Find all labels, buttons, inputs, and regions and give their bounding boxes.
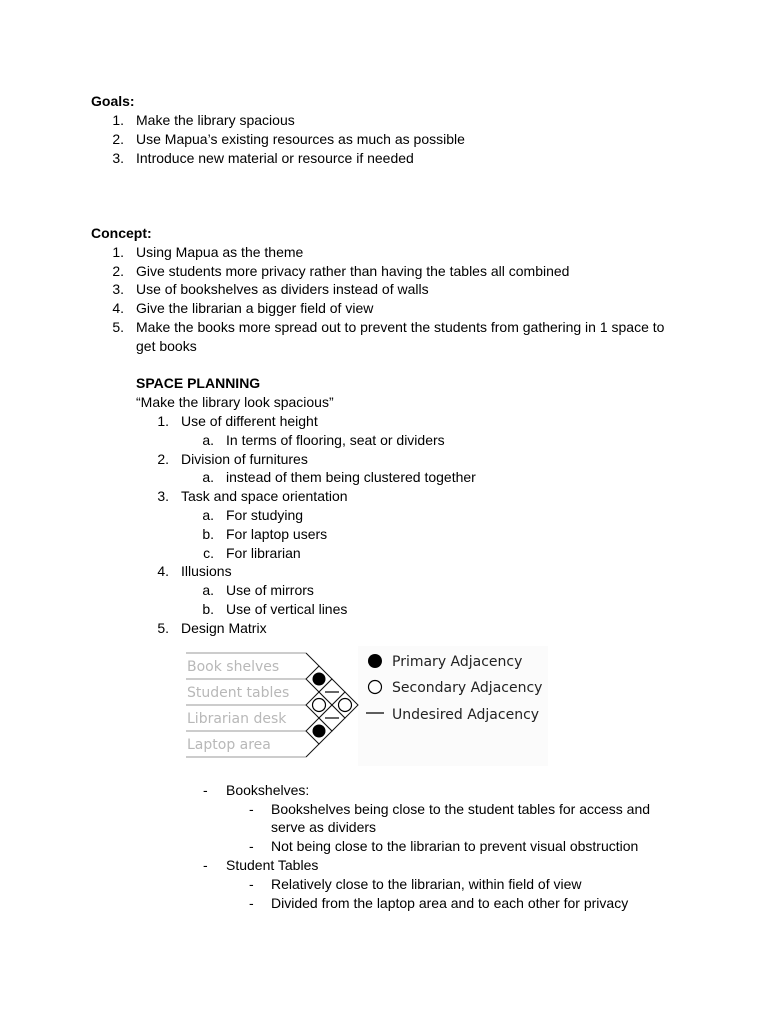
- list-marker: 5.: [112, 319, 124, 335]
- list-item: Illusions: [181, 563, 232, 579]
- sub-bullet-dash: -: [249, 801, 254, 817]
- sub-bullet-dash: -: [249, 838, 254, 854]
- list-item: Use of bookshelves as dividers instead of walls: [136, 281, 429, 297]
- list-item: Use of different height: [181, 413, 318, 429]
- sub-list-marker: b.: [202, 601, 214, 617]
- sub-list-marker: a.: [202, 432, 214, 448]
- sub-list-marker: a.: [202, 507, 214, 523]
- list-item-continuation: get books: [136, 338, 197, 354]
- matrix-row-label: Book shelves: [187, 659, 280, 675]
- list-marker: 1.: [112, 112, 124, 128]
- list-marker: 4.: [157, 563, 169, 579]
- primary-adjacency-dot: [313, 673, 326, 686]
- legend-secondary-label: Secondary Adjacency: [392, 680, 543, 696]
- secondary-adjacency-dot: [339, 699, 352, 712]
- bullet-dash: -: [203, 857, 208, 873]
- list-marker: 3.: [112, 150, 124, 166]
- sub-list-marker: b.: [202, 526, 214, 542]
- legend-secondary-icon: [369, 681, 382, 694]
- sub-list-item: Use of vertical lines: [226, 601, 348, 617]
- matrix-row-label: Laptop area: [187, 737, 271, 753]
- bullet-item: Bookshelves:: [226, 782, 310, 798]
- list-item: Make the library spacious: [136, 112, 295, 128]
- bullet-item: Student Tables: [226, 857, 319, 873]
- legend-primary-icon: [368, 654, 382, 668]
- sub-list-item: instead of them being clustered together: [226, 469, 476, 485]
- list-item: Use Mapua’s existing resources as much as possible: [136, 131, 465, 147]
- space-planning-heading: SPACE PLANNING: [136, 375, 261, 391]
- sub-bullet-dash: -: [249, 876, 254, 892]
- list-item: Introduce new material or resource if needed: [136, 150, 414, 166]
- legend-primary-label: Primary Adjacency: [392, 654, 523, 670]
- list-item: Task and space orientation: [181, 488, 348, 504]
- concept-heading: Concept:: [91, 225, 152, 241]
- sub-list-item: For laptop users: [226, 526, 328, 542]
- design-matrix-figure: [178, 644, 558, 770]
- sub-bullet-item: Divided from the laptop area and to each other for privacy: [271, 895, 629, 911]
- list-item: Give the librarian a bigger field of view: [136, 300, 374, 316]
- matrix-row-connector: [306, 744, 319, 757]
- list-item: Division of furnitures: [181, 451, 308, 467]
- list-marker: 1.: [157, 413, 169, 429]
- sub-list-item: For librarian: [226, 545, 301, 561]
- list-marker: 1.: [112, 244, 124, 260]
- goals-heading: Goals:: [91, 93, 135, 109]
- matrix-row-label: Librarian desk: [187, 711, 287, 727]
- sub-list-item: Use of mirrors: [226, 582, 314, 598]
- sub-bullet-item: Not being close to the librarian to prevent visual obstruction: [271, 838, 639, 854]
- primary-adjacency-dot: [313, 725, 326, 738]
- list-item: Give students more privacy rather than having the tables all combined: [136, 263, 570, 279]
- bullet-dash: -: [203, 782, 208, 798]
- sub-list-item: In terms of flooring, seat or dividers: [226, 432, 445, 448]
- list-marker: 2.: [157, 451, 169, 467]
- list-item: Make the books more spread out to prevent the students from gathering in 1 space to: [136, 319, 665, 335]
- list-item: Using Mapua as the theme: [136, 244, 304, 260]
- matrix-row-label: Student tables: [187, 685, 290, 701]
- sub-list-marker: a.: [202, 469, 214, 485]
- list-marker: 4.: [112, 300, 124, 316]
- sub-bullet-item: Relatively close to the librarian, within field of view: [271, 876, 582, 892]
- legend-undesired-label: Undesired Adjacency: [392, 707, 540, 723]
- secondary-adjacency-dot: [313, 699, 326, 712]
- space-planning-quote: “Make the library look spacious”: [136, 394, 334, 410]
- sub-bullet-item: Bookshelves being close to the student tables for access and: [271, 801, 651, 817]
- sub-bullet-continuation: serve as dividers: [271, 819, 377, 835]
- matrix-row-connector: [306, 653, 319, 666]
- list-marker: 2.: [112, 263, 124, 279]
- list-item: Design Matrix: [181, 620, 267, 636]
- sub-list-marker: c.: [203, 545, 214, 561]
- sub-bullet-dash: -: [249, 895, 254, 911]
- list-marker: 3.: [112, 281, 124, 297]
- list-marker: 3.: [157, 488, 169, 504]
- sub-list-marker: a.: [202, 582, 214, 598]
- list-marker: 5.: [157, 620, 169, 636]
- sub-list-item: For studying: [226, 507, 304, 523]
- list-marker: 2.: [112, 131, 124, 147]
